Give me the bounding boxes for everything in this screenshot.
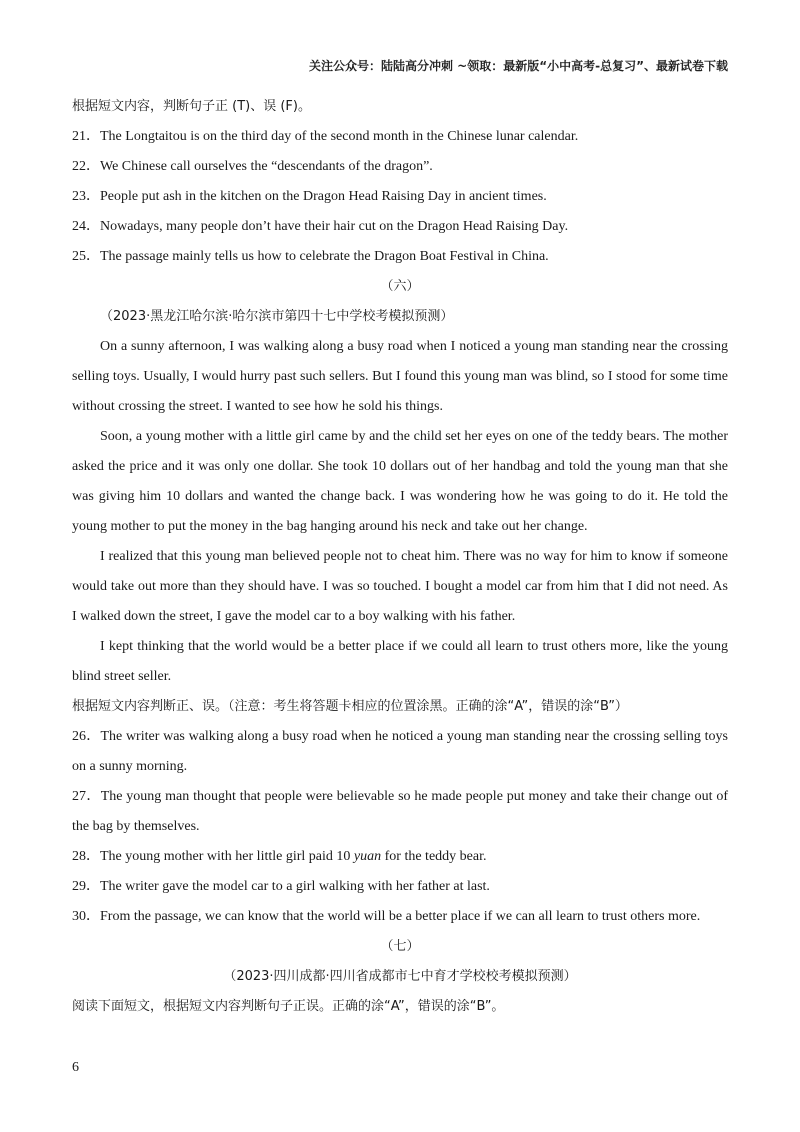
section6-heading: （六） — [380, 279, 420, 294]
question-22: 22．We Chinese call ourselves the “descendants of the dragon”. — [72, 159, 433, 174]
question-29: 29．The writer gave the model car to a girl walking with her father at last. — [72, 879, 490, 894]
passage-paragraph-1: On a sunny afternoon, I was walking along a busy road when I noticed a young man standing near the crossing selling toys. Usually, I would hurry past such sellers. But I found this young man was blind, so I stood for some time without crossing the street. I wanted to see how he sold his things. — [72, 339, 728, 414]
header-note: 关注公众号：陆陆高分冲刺 ~领取：最新版“小中高考-总复习”、最新试卷下载 — [309, 59, 728, 73]
question-23: 23．People put ash in the kitchen on the Dragon Head Raising Day in ancient times. — [72, 189, 547, 204]
question-24: 24．Nowadays, many people don’t have their hair cut on the Dragon Head Raising Day. — [72, 219, 569, 234]
section5-instruction: 根据短文内容，判断句子正 (T)、误 (F)。 — [72, 99, 311, 114]
section7-heading: （七） — [380, 939, 420, 954]
page-content — [72, 92, 728, 1022]
question-27: 27．The young man thought that people were believable so he made people put money and take their change out of the bag by themselves. — [72, 789, 729, 834]
section6-instruction: 根据短文内容判断正、误。（注意：考生将答题卡相应的位置涂黑。正确的涂“A”，错误的涂“B”） — [72, 699, 628, 714]
section7-source: （2023·四川成都·四川省成都市七中育才学校校考模拟预测） — [223, 969, 577, 984]
page-number: 6 — [72, 1060, 79, 1075]
section6-source: （2023·黑龙江哈尔滨·哈尔滨市第四十七中学校考模拟预测） — [100, 309, 454, 324]
question-26: 26．The writer was walking along a busy road when he noticed a young man standing near the crossing selling toys on a sunny morning. — [72, 729, 728, 774]
section7-instruction: 阅读下面短文，根据短文内容判断句子正误。正确的涂“A”，错误的涂“B”。 — [72, 999, 505, 1014]
passage-paragraph-4: I kept thinking that the world would be a better place if we could all learn to trust others more, like the young blind street seller. — [72, 639, 728, 684]
question-21: 21．The Longtaitou is on the third day of the second month in the Chinese lunar calendar. — [72, 129, 579, 144]
question-25: 25．The passage mainly tells us how to celebrate the Dragon Boat Festival in China. — [72, 249, 549, 264]
question-28: 28．The young mother with her little girl paid 10 yuan for the teddy bear. — [72, 849, 487, 864]
passage-paragraph-2: Soon, a young mother with a little girl came by and the child set her eyes on one of the teddy bears. The mother asked the price and it was only one dollar. She took 10 dollars out of her handbag and told the young man that she was giving him 10 dollars and wanted the change back. I was wondering how he was going to do it. He told the young mother to put the money in the bag hanging around his neck and take out her change. — [72, 429, 728, 534]
question-30: 30．From the passage, we can know that the world will be a better place if we can all learn to trust others more. — [72, 909, 701, 924]
passage-paragraph-3: I realized that this young man believed people not to cheat him. There was no way for him to know if someone would take out more than they should have. I was so touched. I bought a model car from him that I did not need. As I walked down the street, I gave the model car to a boy walking with his father. — [72, 549, 728, 624]
